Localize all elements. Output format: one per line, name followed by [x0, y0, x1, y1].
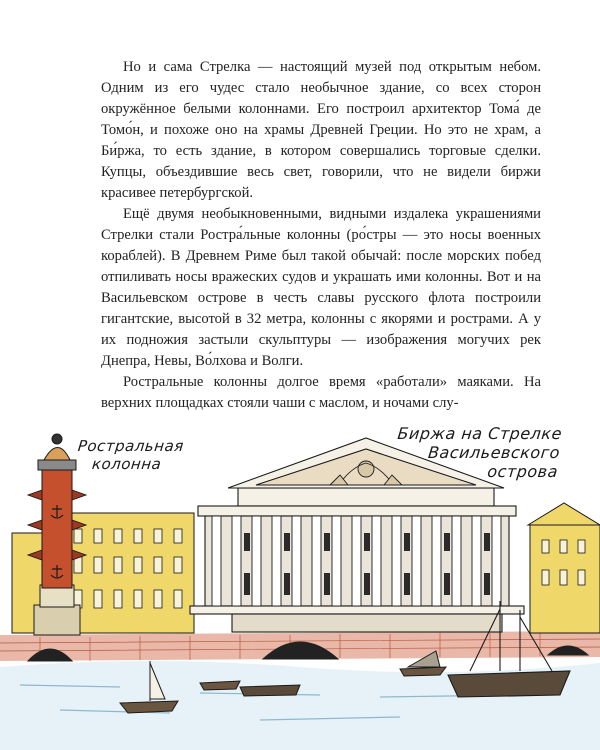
body-text — [101, 57, 541, 414]
caption-right-line-2: Васильевского — [427, 443, 561, 462]
caption-left-line-2: колонна — [91, 455, 163, 473]
paragraph-1: Но и сама Стрелка — настоящий музей под открытым небом. Одним из его чудес стало необычное здание, со всех сторон окружённое белыми колоннами. Его построил архитектор Тома́ де Томо́н, и похоже оно на храмы Древней Греции. Но это не храм, а Би́ржа, то есть здание, в котором совершались торговые сделки. Купцы, объездившие весь свет, говорили, что не видели биржи красивее петербургской. — [101, 59, 541, 201]
caption-right-line-1: Биржа на Стрелке — [396, 424, 563, 443]
paragraph-2: Ещё двумя необыкновенными, видными издалека украшениями Стрелки стали Ростра́льные колонны (ро́стры — это носы военных кораблей). В Древнем Риме был такой обычай: после морских побед отпиливать носы вражеских судов и украшать ими колонны. Вот и на Васильевском острове в честь славы русского флота построили гигантские, высотой в 32 метра, колонны с якорями и рострами. А у их подножия застыли скульптуры — изображения могучих рек Днепра, Невы, Во́лхова и Волги. — [101, 206, 541, 369]
caption-right-line-3: острова — [486, 462, 560, 481]
rostral-column-caption — [75, 437, 209, 473]
caption-left-line-1: Ростральная — [77, 437, 185, 455]
stock-exchange-caption — [382, 424, 563, 481]
paragraph-3: Ростральные колонны долгое время «работали» маяками. На верхних площадках стояли чаши с маслом, и ночами слу- — [101, 374, 541, 411]
